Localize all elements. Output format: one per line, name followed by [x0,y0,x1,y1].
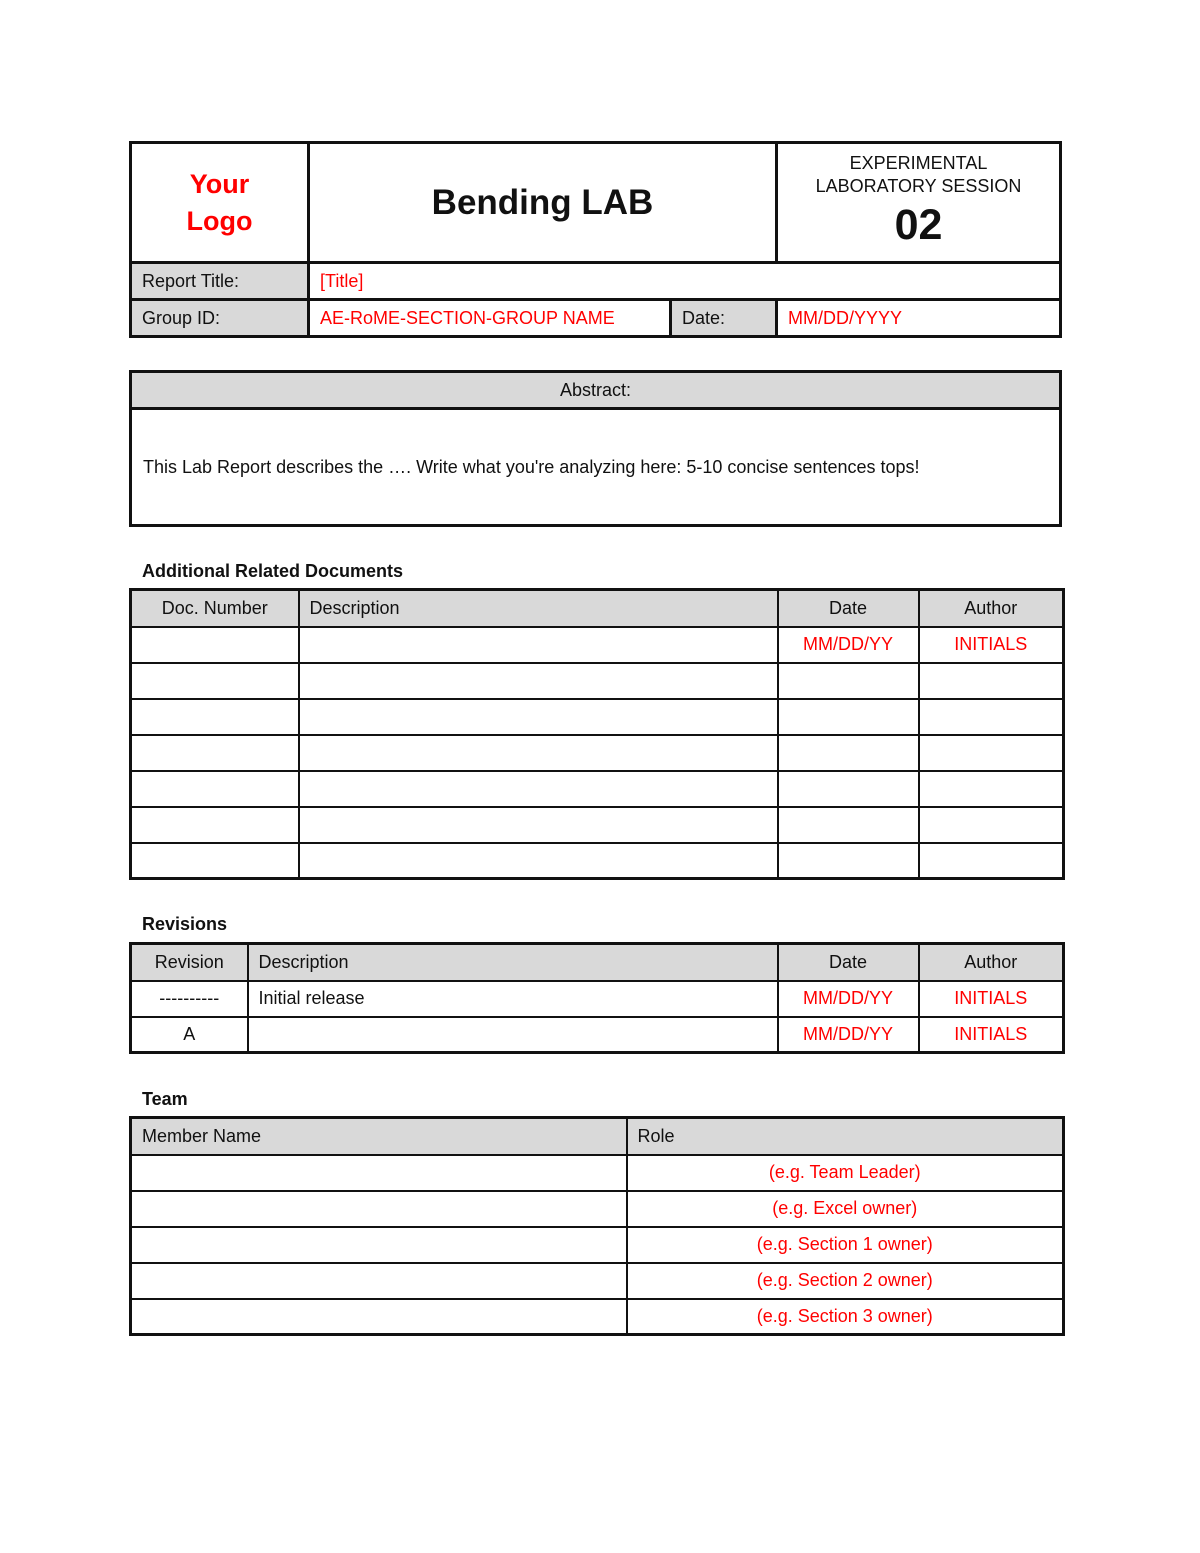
table-row [131,663,1064,699]
table-row [131,981,1064,1017]
abstract-heading: Abstract: [132,373,1059,410]
author-cell[interactable]: INITIALS [919,1017,1064,1053]
abstract-box [129,370,1062,527]
report-title-row [132,264,1059,301]
col-description: Description [248,944,778,981]
description-cell[interactable] [299,843,778,879]
table-row [131,1227,1064,1263]
doc-number-cell[interactable] [131,663,299,699]
doc-number-cell[interactable] [131,699,299,735]
description-cell[interactable] [248,1017,778,1053]
date-cell[interactable]: MM/DD/YY [778,981,919,1017]
member-name-cell[interactable] [131,1227,627,1263]
member-name-cell[interactable] [131,1263,627,1299]
col-author: Author [919,590,1064,627]
group-id-field[interactable]: AE-RoME-SECTION-GROUP NAME [310,301,672,335]
logo-placeholder [132,144,310,261]
date-cell[interactable] [778,699,919,735]
table-row [131,699,1064,735]
role-cell[interactable]: (e.g. Section 2 owner) [627,1263,1064,1299]
date-cell[interactable] [778,843,919,879]
table-header-row [131,1118,1064,1155]
member-name-cell[interactable] [131,1155,627,1191]
related-docs-title: Additional Related Documents [142,561,404,581]
col-doc-number: Doc. Number [131,590,299,627]
session-line-2: LABORATORY SESSION [815,176,1022,196]
date-cell[interactable] [778,807,919,843]
table-row [131,843,1064,879]
col-revision: Revision [131,944,248,981]
group-id-label: Group ID: [132,301,310,335]
table-header-row [131,590,1064,627]
col-description: Description [299,590,778,627]
lab-title: Bending LAB [310,144,778,261]
revision-cell[interactable]: ---------- [131,981,248,1017]
group-id-row [132,301,1059,335]
role-cell[interactable]: (e.g. Section 1 owner) [627,1227,1064,1263]
role-cell[interactable]: (e.g. Excel owner) [627,1191,1064,1227]
role-cell[interactable]: (e.g. Team Leader) [627,1155,1064,1191]
report-title-label: Report Title: [132,264,310,298]
author-cell[interactable] [919,807,1064,843]
description-cell[interactable]: Initial release [248,981,778,1017]
author-cell[interactable]: INITIALS [919,981,1064,1017]
description-cell[interactable] [299,663,778,699]
date-cell[interactable] [778,663,919,699]
logo-line-1: Your [189,168,250,199]
table-row [131,807,1064,843]
col-member-name: Member Name [131,1118,627,1155]
revisions-table [129,942,1065,1054]
description-cell[interactable] [299,627,778,663]
description-cell[interactable] [299,771,778,807]
logo-line-2: Logo [186,205,253,236]
description-cell[interactable] [299,807,778,843]
date-cell[interactable]: MM/DD/YY [778,1017,919,1053]
table-row [131,1017,1064,1053]
table-row [131,735,1064,771]
date-label: Date: [672,301,778,335]
date-cell[interactable] [778,771,919,807]
doc-number-cell[interactable] [131,807,299,843]
doc-number-cell[interactable] [131,771,299,807]
col-author: Author [919,944,1064,981]
team-title: Team [142,1089,188,1109]
session-number: 02 [894,201,943,249]
doc-number-cell[interactable] [131,627,299,663]
revision-cell[interactable]: A [131,1017,248,1053]
report-title-field[interactable]: [Title] [320,270,364,291]
description-cell[interactable] [299,735,778,771]
table-row [131,1191,1064,1227]
col-date: Date [778,590,919,627]
author-cell[interactable] [919,735,1064,771]
author-cell[interactable] [919,771,1064,807]
author-cell[interactable] [919,663,1064,699]
col-role: Role [627,1118,1064,1155]
revisions-title: Revisions [142,914,228,934]
table-row [131,1299,1064,1335]
doc-number-cell[interactable] [131,735,299,771]
date-cell[interactable]: MM/DD/YY [778,627,919,663]
related-docs-table [129,588,1065,880]
table-row [131,771,1064,807]
session-line-1: EXPERIMENTAL [849,153,988,173]
abstract-text[interactable]: This Lab Report describes the …. Write what you're analyzing here: 5-10 concise sentences tops! [143,457,920,477]
table-header-row [131,944,1064,981]
author-cell[interactable]: INITIALS [919,627,1064,663]
date-field[interactable]: MM/DD/YYYY [788,307,903,328]
col-date: Date [778,944,919,981]
doc-number-cell[interactable] [131,843,299,879]
date-cell[interactable] [778,735,919,771]
header-top-row [132,144,1059,264]
document-header [129,141,1062,338]
description-cell[interactable] [299,699,778,735]
author-cell[interactable] [919,699,1064,735]
table-row [131,1155,1064,1191]
author-cell[interactable] [919,843,1064,879]
member-name-cell[interactable] [131,1299,627,1335]
member-name-cell[interactable] [131,1191,627,1227]
session-info [778,144,1059,261]
table-row [131,1263,1064,1299]
team-table [129,1116,1065,1336]
table-row [131,627,1064,663]
role-cell[interactable]: (e.g. Section 3 owner) [627,1299,1064,1335]
